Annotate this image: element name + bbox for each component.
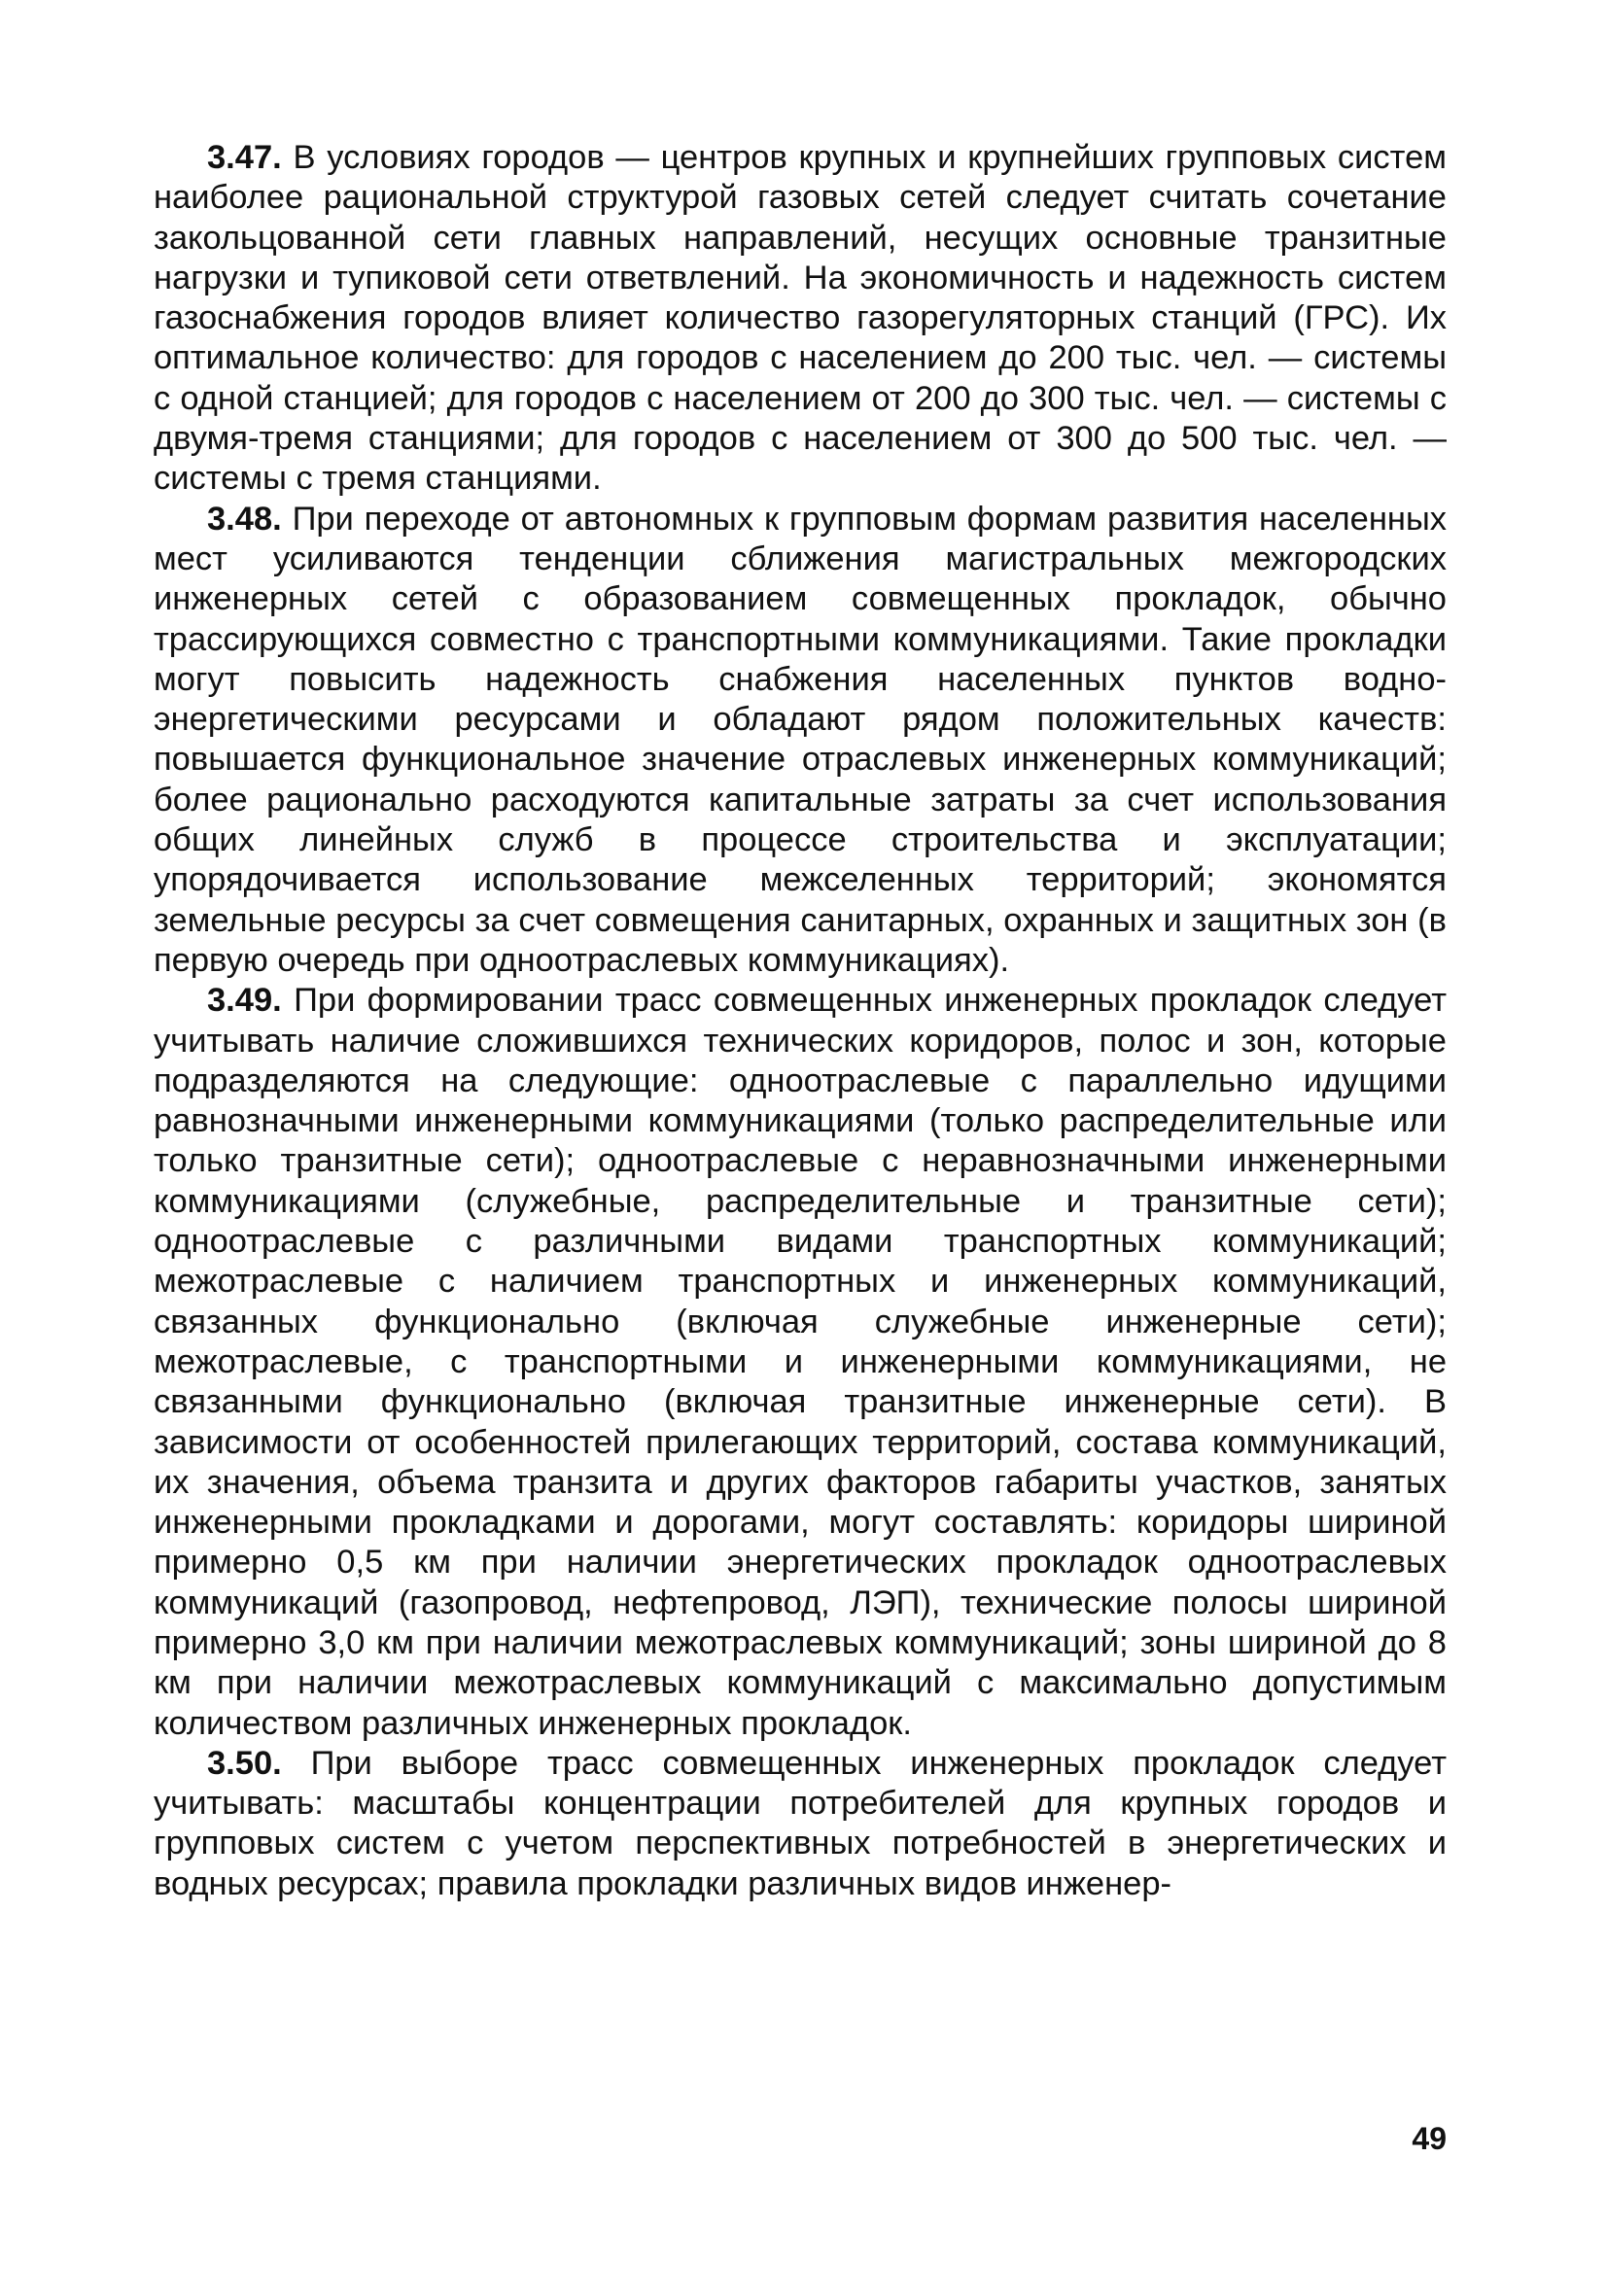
paragraph-number: 3.47. xyxy=(207,139,282,176)
body-text xyxy=(154,138,1447,1904)
paragraph-text: В условиях городов — центров крупных и крупнейших групповых систем наиболее рациональной структурой газовых сетей следует считать сочетание закольцованной сети главных направлений, несущих основные транзитные нагрузки и тупиковой сети ответвлений. На экономичность и надежность систем газоснабжения городов влияет количество газорегуляторных станций (ГРС). Их оптимальное количество: для городов с населением до 200 тыс. чел. — системы с одной станцией; для городов с населением от 200 до 300 тыс. чел. — системы с двумя-тремя станциями; для городов с населением от 300 до 500 тыс. чел. — системы с тремя станциями. xyxy=(154,139,1447,498)
paragraph-text: При выборе трасс совмещенных инженерных прокладок следует учитывать: масштабы концентрации потребителей для крупных городов и групповых систем с учетом перспективных потребностей в энергетических и водных ресурсах; правила прокладки различных видов инженер- xyxy=(154,1744,1447,1902)
paragraph-text: При формировании трасс совмещенных инженерных прокладок следует учитывать наличие сложившихся технических коридоров, полос и зон, которые подразделяются на следующие: одноотраслевые с параллельно идущими равнозначными инженерными коммуникациями (только распределительные или только транзитные сети); одноотраслевые с неравнозначными инженерными коммуникациями (служебные, распределительные и транзитные сети); одноотраслевые с различными видами транспортных коммуникаций; межотраслевые с наличием транспортных и инженерных коммуникаций, связанных функционально (включая служебные инженерные сети); межотраслевые, с транспортными и инженерными коммуникациями, не связанными функционально (включая транзитные инженерные сети). В зависимости от особенностей прилегающих территорий, состава коммуникаций, их значения, объема транзита и других факторов габариты участков, занятых инженерными прокладками и дорогами, могут составлять: коридоры шириной примерно 0,5 км при наличии энергетических прокладок одноотраслевых коммуникаций (газопровод, нефтепровод, ЛЭП), технические полосы шириной примерно 3,0 км при наличии межотраслевых коммуникаций; зоны шириной до 8 км при наличии межотраслевых коммуникаций с максимально допустимым количеством различных инженерных прокладок. xyxy=(154,982,1447,1742)
paragraph-number: 3.49. xyxy=(207,982,282,1020)
paragraph-number: 3.48. xyxy=(207,500,282,538)
paragraph-3-49 xyxy=(154,981,1447,1744)
paragraph-number: 3.50. xyxy=(207,1744,282,1782)
page-number: 49 xyxy=(1412,2121,1447,2156)
paragraph-3-48 xyxy=(154,500,1447,982)
paragraph-text: При переходе от автономных к групповым формам развития населенных мест усиливаются тенденции сближения магистральных межгородских инженерных сетей с образованием совмещенных прокладок, обычно трассирующихся совместно с транспортными коммуникациями. Такие прокладки могут повысить надежность снабжения населенных пунктов водно-энергетическими ресурсами и обладают рядом положительных качеств: повышается функциональное значение отраслевых инженерных коммуникаций; более рационально расходуются капитальные затраты за счет использования общих линейных служб в процессе строительства и эксплуатации; упорядочивается использование межселенных территорий; экономятся земельные ресурсы за счет совмещения санитарных, охранных и защитных зон (в первую очередь при одноотраслевых коммуникациях). xyxy=(154,500,1447,979)
paragraph-3-50 xyxy=(154,1744,1447,1904)
paragraph-3-47 xyxy=(154,138,1447,500)
